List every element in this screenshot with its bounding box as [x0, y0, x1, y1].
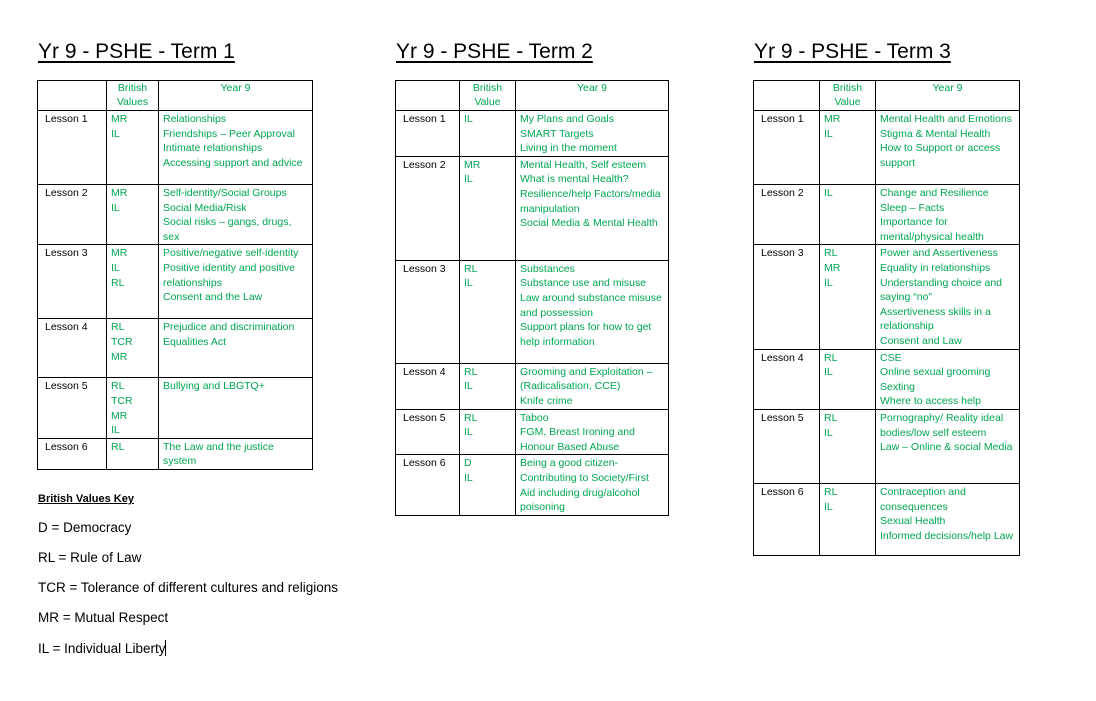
value-code: RL — [824, 351, 838, 364]
term-2-title: Yr 9 - PSHE - Term 2 — [396, 40, 593, 63]
lesson-row — [396, 156, 669, 260]
lesson-row — [396, 260, 669, 363]
lesson-topics — [159, 185, 313, 245]
key-democracy: D = Democracy — [38, 520, 132, 535]
lesson-values — [460, 156, 516, 260]
topic-item: SMART Targets — [520, 127, 594, 140]
topic-item: Substances — [520, 262, 575, 275]
topic-item: Friendships – Peer Approval — [163, 127, 295, 140]
lesson-column-header — [754, 81, 820, 111]
lesson-row — [38, 111, 313, 185]
lesson-values — [460, 111, 516, 157]
lesson-row — [754, 111, 1020, 185]
lesson-topics — [876, 111, 1020, 185]
lesson-row — [754, 483, 1020, 555]
topic-item: Resilience/help Factors/media manipulation — [520, 187, 661, 215]
term-1-table — [37, 80, 313, 470]
lesson-values — [820, 111, 876, 185]
topic-item: The Law and the justice system — [163, 440, 274, 468]
value-code: IL — [111, 201, 120, 214]
topic-item: Accessing support and advice — [163, 156, 303, 169]
topic-item: Mental Health, Self esteem — [520, 158, 647, 171]
value-code: IL — [111, 424, 120, 437]
value-code: TCR — [111, 335, 133, 348]
lesson-values — [107, 245, 159, 319]
topic-item: Living in the moment — [520, 142, 617, 155]
topic-item: Substance use and misuse — [520, 277, 647, 290]
lesson-label: Lesson 3 — [396, 260, 460, 363]
lesson-row — [38, 245, 313, 319]
values-column-header: British Value — [820, 81, 876, 111]
topic-item: Intimate relationships — [163, 142, 263, 155]
topic-item: Importance for mental/physical health — [880, 216, 984, 243]
value-code: MR — [111, 409, 128, 422]
lesson-topics — [876, 185, 1020, 245]
lesson-topics — [516, 111, 669, 157]
value-code: IL — [464, 471, 473, 484]
value-code: D — [464, 457, 472, 470]
lesson-values — [107, 438, 159, 469]
lesson-row — [38, 319, 313, 378]
value-code: IL — [464, 380, 473, 393]
value-code: IL — [111, 127, 120, 140]
topic-item: Positive/negative self-identity — [163, 247, 299, 260]
lesson-label: Lesson 4 — [754, 349, 820, 409]
topic-item: Law around substance misuse and possession — [520, 291, 662, 319]
value-code: RL — [824, 247, 838, 260]
value-code: IL — [824, 366, 833, 379]
topic-item: Equality in relationships — [880, 261, 991, 274]
topic-item: Contraception and consequences — [880, 485, 966, 513]
lesson-topics — [516, 363, 669, 409]
lesson-label: Lesson 2 — [754, 185, 820, 245]
year-column-header: Year 9 — [159, 81, 313, 111]
value-code: MR — [111, 350, 128, 363]
lesson-label: Lesson 1 — [754, 111, 820, 185]
value-code: IL — [464, 277, 473, 290]
topic-item: My Plans and Goals — [520, 113, 614, 125]
topic-item: Consent and Law — [880, 334, 962, 347]
value-code: RL — [111, 321, 125, 334]
value-code: RL — [464, 411, 478, 424]
topic-item: Prejudice and discrimination — [163, 321, 295, 334]
lesson-row — [754, 349, 1020, 409]
lesson-topics — [159, 245, 313, 319]
topic-item: Change and Resilience — [880, 187, 989, 199]
lesson-topics — [876, 409, 1020, 483]
lesson-values — [107, 185, 159, 245]
key-tolerance: TCR = Tolerance of different cultures and religions — [38, 580, 339, 595]
lesson-values — [460, 409, 516, 455]
term-3-table — [753, 80, 1020, 556]
topic-item: Social Media & Mental Health — [520, 217, 658, 230]
topic-item: Sleep – Facts — [880, 201, 945, 214]
lesson-topics — [516, 409, 669, 455]
lesson-label: Lesson 6 — [38, 438, 107, 469]
lesson-label: Lesson 3 — [754, 245, 820, 349]
value-code: IL — [824, 127, 833, 140]
lesson-label: Lesson 6 — [754, 483, 820, 555]
lesson-topics — [159, 111, 313, 185]
value-code: IL — [824, 276, 833, 289]
topic-item: Informed decisions/help Law — [880, 529, 1014, 542]
topic-item: Self-identity/Social Groups — [163, 187, 287, 199]
topic-item: Support plans for how to get help information — [520, 321, 652, 348]
lesson-row — [38, 438, 313, 469]
term-2-table — [395, 80, 669, 516]
lesson-label: Lesson 5 — [396, 409, 460, 455]
lesson-values — [820, 349, 876, 409]
value-code: MR — [824, 261, 841, 274]
lesson-topics — [516, 156, 669, 260]
lesson-row — [754, 185, 1020, 245]
lesson-label: Lesson 6 — [396, 455, 460, 515]
value-code: MR — [464, 158, 481, 171]
key-mutual-respect: MR = Mutual Respect — [38, 610, 169, 625]
value-code: IL — [464, 426, 473, 439]
topic-item: CSE — [880, 351, 902, 364]
topic-item: FGM, Breast Ironing and Honour Based Abuse — [520, 426, 635, 453]
values-key-heading: British Values Key — [38, 493, 134, 505]
value-code: RL — [111, 276, 125, 289]
value-code: MR — [111, 187, 128, 199]
lesson-row — [754, 409, 1020, 483]
lesson-topics — [159, 378, 313, 438]
value-code: IL — [464, 173, 473, 186]
lesson-topics — [159, 319, 313, 378]
year-column-header: Year 9 — [876, 81, 1020, 111]
lesson-values — [820, 245, 876, 349]
lesson-topics — [876, 245, 1020, 349]
topic-item: Being a good citizen- — [520, 457, 619, 470]
lesson-values — [107, 111, 159, 185]
value-code: IL — [824, 426, 833, 439]
value-code: IL — [824, 500, 833, 513]
topic-item: Social Media/Risk — [163, 201, 247, 214]
topic-item: Understanding choice and saying “no” — [880, 276, 1003, 304]
lesson-topics — [516, 260, 669, 363]
topic-item: Positive identity and positive relationships — [163, 261, 295, 289]
value-code: TCR — [111, 394, 133, 407]
lesson-row — [38, 185, 313, 245]
lesson-label: Lesson 1 — [38, 111, 107, 185]
lesson-label: Lesson 2 — [38, 185, 107, 245]
topic-item: Sexting — [880, 380, 916, 393]
lesson-values — [820, 185, 876, 245]
key-rule-of-law: RL = Rule of Law — [38, 550, 142, 565]
topic-item: Bullying and LBGTQ+ — [163, 380, 265, 393]
lesson-row — [396, 409, 669, 455]
topic-item: Where to access help — [880, 395, 981, 408]
topic-item: Relationships — [163, 113, 227, 125]
topic-item: Stigma & Mental Health — [880, 127, 991, 140]
key-individual-liberty-text: IL = Individual Liberty — [38, 641, 166, 656]
topic-item: Law – Online & social Media — [880, 441, 1013, 454]
topic-item: How to Support or access support — [880, 142, 1001, 169]
lesson-label: Lesson 5 — [754, 409, 820, 483]
topic-item: Assertiveness skills in a relationship — [880, 305, 991, 333]
lesson-topics — [159, 438, 313, 469]
lesson-row — [396, 363, 669, 409]
value-code: RL — [111, 380, 125, 393]
lesson-column-header — [396, 81, 460, 111]
lesson-label: Lesson 4 — [38, 319, 107, 378]
value-code: IL — [464, 113, 473, 125]
value-code: RL — [464, 365, 478, 378]
lesson-topics — [876, 349, 1020, 409]
lesson-values — [820, 483, 876, 555]
topic-item: Online sexual grooming — [880, 366, 991, 379]
lesson-label: Lesson 5 — [38, 378, 107, 438]
value-code: MR — [111, 247, 128, 260]
table-header-row — [754, 81, 1020, 111]
lesson-values — [460, 363, 516, 409]
topic-item: Contributing to Society/First Aid including drug/alcohol poisoning — [520, 471, 649, 514]
lesson-topics — [516, 455, 669, 515]
lesson-label: Lesson 2 — [396, 156, 460, 260]
lesson-values — [820, 409, 876, 483]
lesson-row — [38, 378, 313, 438]
lesson-row — [754, 245, 1020, 349]
topic-item: Equalities Act — [163, 335, 227, 348]
lesson-values — [107, 378, 159, 438]
lesson-column-header — [38, 81, 107, 111]
table-header-row — [38, 81, 313, 111]
topic-item: What is mental Health? — [520, 173, 629, 186]
lesson-values — [107, 319, 159, 378]
term-1-title: Yr 9 - PSHE - Term 1 — [38, 40, 235, 63]
values-column-header: British Value — [460, 81, 516, 111]
lesson-values — [460, 455, 516, 515]
value-code: IL — [824, 187, 833, 199]
year-column-header: Year 9 — [516, 81, 669, 111]
topic-item: Mental Health and Emotions — [880, 113, 1012, 125]
text-cursor — [165, 640, 166, 656]
key-individual-liberty — [38, 640, 166, 656]
topic-item: Taboo — [520, 411, 549, 424]
values-column-header: British Values — [107, 81, 159, 111]
value-code: RL — [824, 411, 838, 424]
topic-item: Grooming and Exploitation – (Radicalisation, CCE) — [520, 365, 653, 393]
table-header-row — [396, 81, 669, 111]
value-code: MR — [824, 113, 841, 125]
term-3-title: Yr 9 - PSHE - Term 3 — [754, 40, 951, 63]
lesson-label: Lesson 1 — [396, 111, 460, 157]
value-code: RL — [464, 262, 478, 275]
value-code: RL — [824, 485, 838, 498]
topic-item: Sexual Health — [880, 515, 946, 528]
lesson-label: Lesson 3 — [38, 245, 107, 319]
lesson-topics — [876, 483, 1020, 555]
lesson-label: Lesson 4 — [396, 363, 460, 409]
topic-item: Power and Assertiveness — [880, 247, 998, 260]
lesson-row — [396, 111, 669, 157]
topic-item: Consent and the Law — [163, 291, 263, 304]
topic-item: Social risks – gangs, drugs, sex — [163, 216, 292, 243]
lesson-row — [396, 455, 669, 515]
topic-item: Knife crime — [520, 394, 573, 407]
topic-item: Pornography/ Reality ideal bodies/low self esteem — [880, 411, 1004, 439]
value-code: IL — [111, 261, 120, 274]
value-code: MR — [111, 113, 128, 125]
lesson-values — [460, 260, 516, 363]
value-code: RL — [111, 440, 125, 453]
